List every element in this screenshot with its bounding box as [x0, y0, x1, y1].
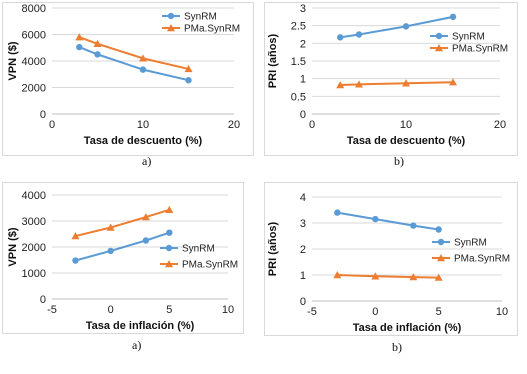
data-point — [372, 216, 378, 222]
x-tick-label: -5 — [307, 306, 317, 318]
data-point — [450, 14, 456, 20]
legend-marker — [438, 239, 444, 245]
y-tick-label: 1 — [299, 270, 306, 282]
data-point — [334, 209, 340, 215]
chart-caption: b) — [392, 340, 402, 354]
data-point — [166, 230, 172, 236]
data-point — [143, 237, 149, 243]
legend-marker — [166, 245, 172, 251]
y-tick-label: 3 — [299, 3, 306, 15]
y-tick-label: 2 — [299, 38, 306, 51]
chart-svg — [0, 180, 262, 374]
legend-label: SynRM — [182, 243, 215, 255]
legend-label: SynRM — [184, 11, 217, 23]
y-tick-label: 2000 — [21, 82, 46, 95]
data-point — [107, 248, 113, 254]
data-point — [94, 51, 100, 57]
x-tick-label: 10 — [221, 304, 235, 316]
x-tick-label: 20 — [227, 119, 241, 131]
y-tick-label: 2 — [299, 244, 306, 256]
chart-vpn-vs-discount-rate — [0, 0, 262, 172]
chart-svg — [262, 0, 527, 172]
y-tick-label: 4 — [299, 192, 306, 204]
x-tick-label: 5 — [166, 304, 173, 316]
y-axis-title: PRI (años) — [267, 221, 279, 277]
chart-caption: a) — [132, 338, 142, 352]
legend-label: SynRM — [452, 31, 485, 43]
y-tick-label: 1.5 — [290, 56, 306, 68]
y-tick-label: 0 — [299, 296, 306, 308]
y-tick-label: 2.5 — [290, 20, 306, 33]
y-tick-label: 0 — [39, 109, 46, 121]
data-point — [76, 44, 82, 50]
x-tick-label: 0 — [372, 306, 379, 318]
x-tick-label: 10 — [136, 119, 150, 131]
y-tick-label: 1000 — [21, 268, 46, 280]
x-axis-title: Tasa de inflación (%) — [352, 322, 462, 334]
x-axis-title: Tasa de inflación (%) — [85, 320, 195, 332]
x-tick-label: 0 — [308, 119, 316, 131]
series-line — [337, 213, 438, 230]
chart-caption: a) — [142, 154, 152, 168]
x-tick-label: -5 — [47, 304, 57, 316]
y-tick-label: 0 — [39, 294, 46, 306]
legend-label: PMa.SynRM — [452, 43, 509, 55]
legend-marker — [168, 13, 174, 19]
x-tick-label: 0 — [107, 304, 114, 316]
y-tick-label: 4000 — [21, 56, 46, 68]
chart-svg — [0, 0, 262, 172]
chart-vpn-vs-inflation-rate — [0, 180, 262, 374]
x-tick-label: 20 — [493, 119, 507, 131]
series-line — [75, 210, 169, 236]
x-axis-title: Tasa de descuento (%) — [83, 135, 203, 147]
y-tick-label: 6000 — [21, 29, 46, 42]
x-axis-title: Tasa de descuento (%) — [346, 135, 466, 147]
y-axis-title: PRI (años) — [267, 33, 279, 89]
y-tick-label: 4000 — [21, 190, 46, 202]
x-tick-label: 10 — [399, 119, 413, 131]
x-tick-label: 0 — [48, 119, 56, 131]
data-point — [337, 34, 343, 40]
data-point — [403, 23, 409, 29]
y-axis-title: VPN ($) — [7, 227, 19, 267]
y-axis-title: VPN ($) — [7, 41, 19, 81]
y-tick-label: 0.5 — [290, 91, 306, 104]
data-point — [72, 257, 78, 263]
data-point — [356, 31, 362, 37]
chart-caption: b) — [394, 154, 404, 168]
data-point — [140, 66, 146, 72]
data-point — [435, 226, 441, 232]
y-tick-label: 8000 — [21, 3, 46, 15]
data-point — [410, 222, 416, 228]
legend-label: PMa.SynRM — [454, 253, 511, 265]
legend-label: PMa.SynRM — [184, 23, 241, 35]
y-tick-label: 3 — [299, 218, 306, 230]
legend-label: SynRM — [454, 237, 487, 249]
data-point — [165, 206, 173, 213]
y-tick-label: 0 — [299, 109, 306, 121]
y-tick-label: 2000 — [21, 242, 46, 254]
chart-pri-vs-inflation-rate — [262, 180, 527, 374]
legend-marker — [436, 33, 442, 39]
x-tick-label: 5 — [435, 306, 442, 318]
legend-label: PMa.SynRM — [182, 259, 239, 271]
y-tick-label: 3000 — [21, 216, 46, 228]
y-tick-label: 1 — [299, 73, 306, 86]
x-tick-label: 10 — [495, 306, 509, 318]
data-point — [185, 77, 191, 83]
chart-pri-vs-discount-rate — [262, 0, 527, 172]
